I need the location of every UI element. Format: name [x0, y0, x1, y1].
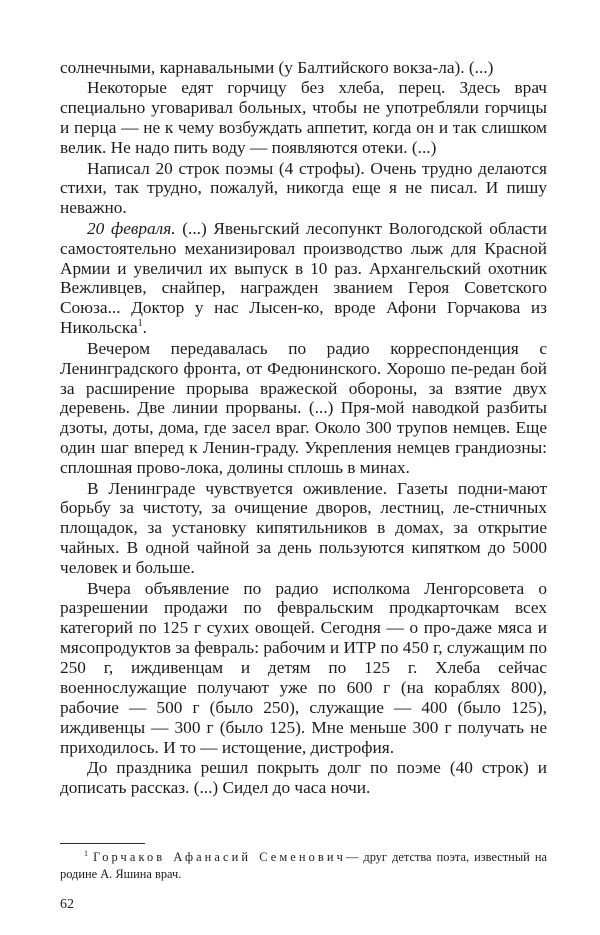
- entry-date: 20 февраля.: [87, 218, 176, 238]
- footnote-divider: [60, 843, 145, 844]
- footnote-reference: 1: [137, 318, 143, 330]
- main-text: [60, 58, 547, 798]
- paragraph: Написал 20 строк поэмы (4 строфы). Очень трудно делаются стихи, так трудно, пожалуй, никогда еще я не писал. И пишу неважно.: [60, 158, 547, 218]
- dated-entry: [60, 219, 547, 338]
- page-number: 62: [60, 897, 74, 912]
- entry-text-end: .: [142, 318, 147, 338]
- paragraph: В Ленинграде чувствуется оживление. Газеты подни-мают борьбу за чистоту, за очищение дворов, лестниц, ле-стничных площадок, за установку кипятильников в домах, за открытие чайных. В одной чайной за день пользуются кипятком до 5000 человек и больше.: [60, 478, 547, 578]
- book-page: [60, 58, 547, 928]
- footnote-name: Горчаков Афанасий Семенович: [93, 850, 346, 864]
- entry-text: (...) Явеньгский лесопункт Вологодской области самостоятельно механизировал производство лыж для Красной Армии и увеличил их выпуск в 10 раз. Архангельский охотник Вежливцев, снайпер, награжден званием Героя Советского Союза... Доктор у нас Лысен-ко, вроде Афони Горчакова из Никольска: [60, 218, 547, 338]
- footnote-marker: 1: [84, 848, 88, 858]
- paragraph-continued: солнечными, карнавальными (у Балтийского вокза-ла). (...): [60, 58, 494, 77]
- paragraph: Вечером передавалась по радио корреспонденция с Ленинградского фронта, от Федюнинского. Хорошо пе-редан бой за расширение прорыва вражеской обороны, за взятие двух деревень. Две линии прорваны. (...) Пря-мой наводкой разбиты дзоты, доты, дома, где засел враг. Около 300 трупов немцев. Еще один шаг вперед к Ленин-граду. Укрепления немцев грандиозны: сплошная прово-лока, долины сплошь в минах.: [60, 338, 547, 478]
- paragraph: Некоторые едят горчицу без хлеба, перец. Здесь врач специально уговаривал больных, чтобы не употребляли горчицы и перца — не к чему возбуждать аппетит, когда он и так слишком велик. Не надо пить воду — появляются отеки. (...): [60, 78, 547, 158]
- footnote-text: — друг детства поэта, известный на родине А. Яшина врач.: [60, 850, 547, 881]
- footnote: [60, 849, 547, 883]
- paragraph: Вчера объявление по радио исполкома Ленгорсовета о разрешении продажи по февральским продкарточкам всех категорий по 125 г сухих овощей. Сегодня — о про-даже мяса и мясопродуктов за февраль: рабочим и ИТР по 450 г, служащим по 250 г, иждивенцам и детям по 125 г. Хлеба сейчас военнослужащие получают уже по 600 г (на кораблях 800), рабочие — 500 г (было 250), служащие — 400 (было 125), иждивенцы — 300 г (было 125). Мне меньше 300 г получать не приходилось. И то — истощение, дистрофия.: [60, 578, 547, 757]
- paragraph: До праздника решил покрыть долг по поэме (40 строк) и дописать рассказ. (...) Сидел до часа ночи.: [60, 758, 547, 798]
